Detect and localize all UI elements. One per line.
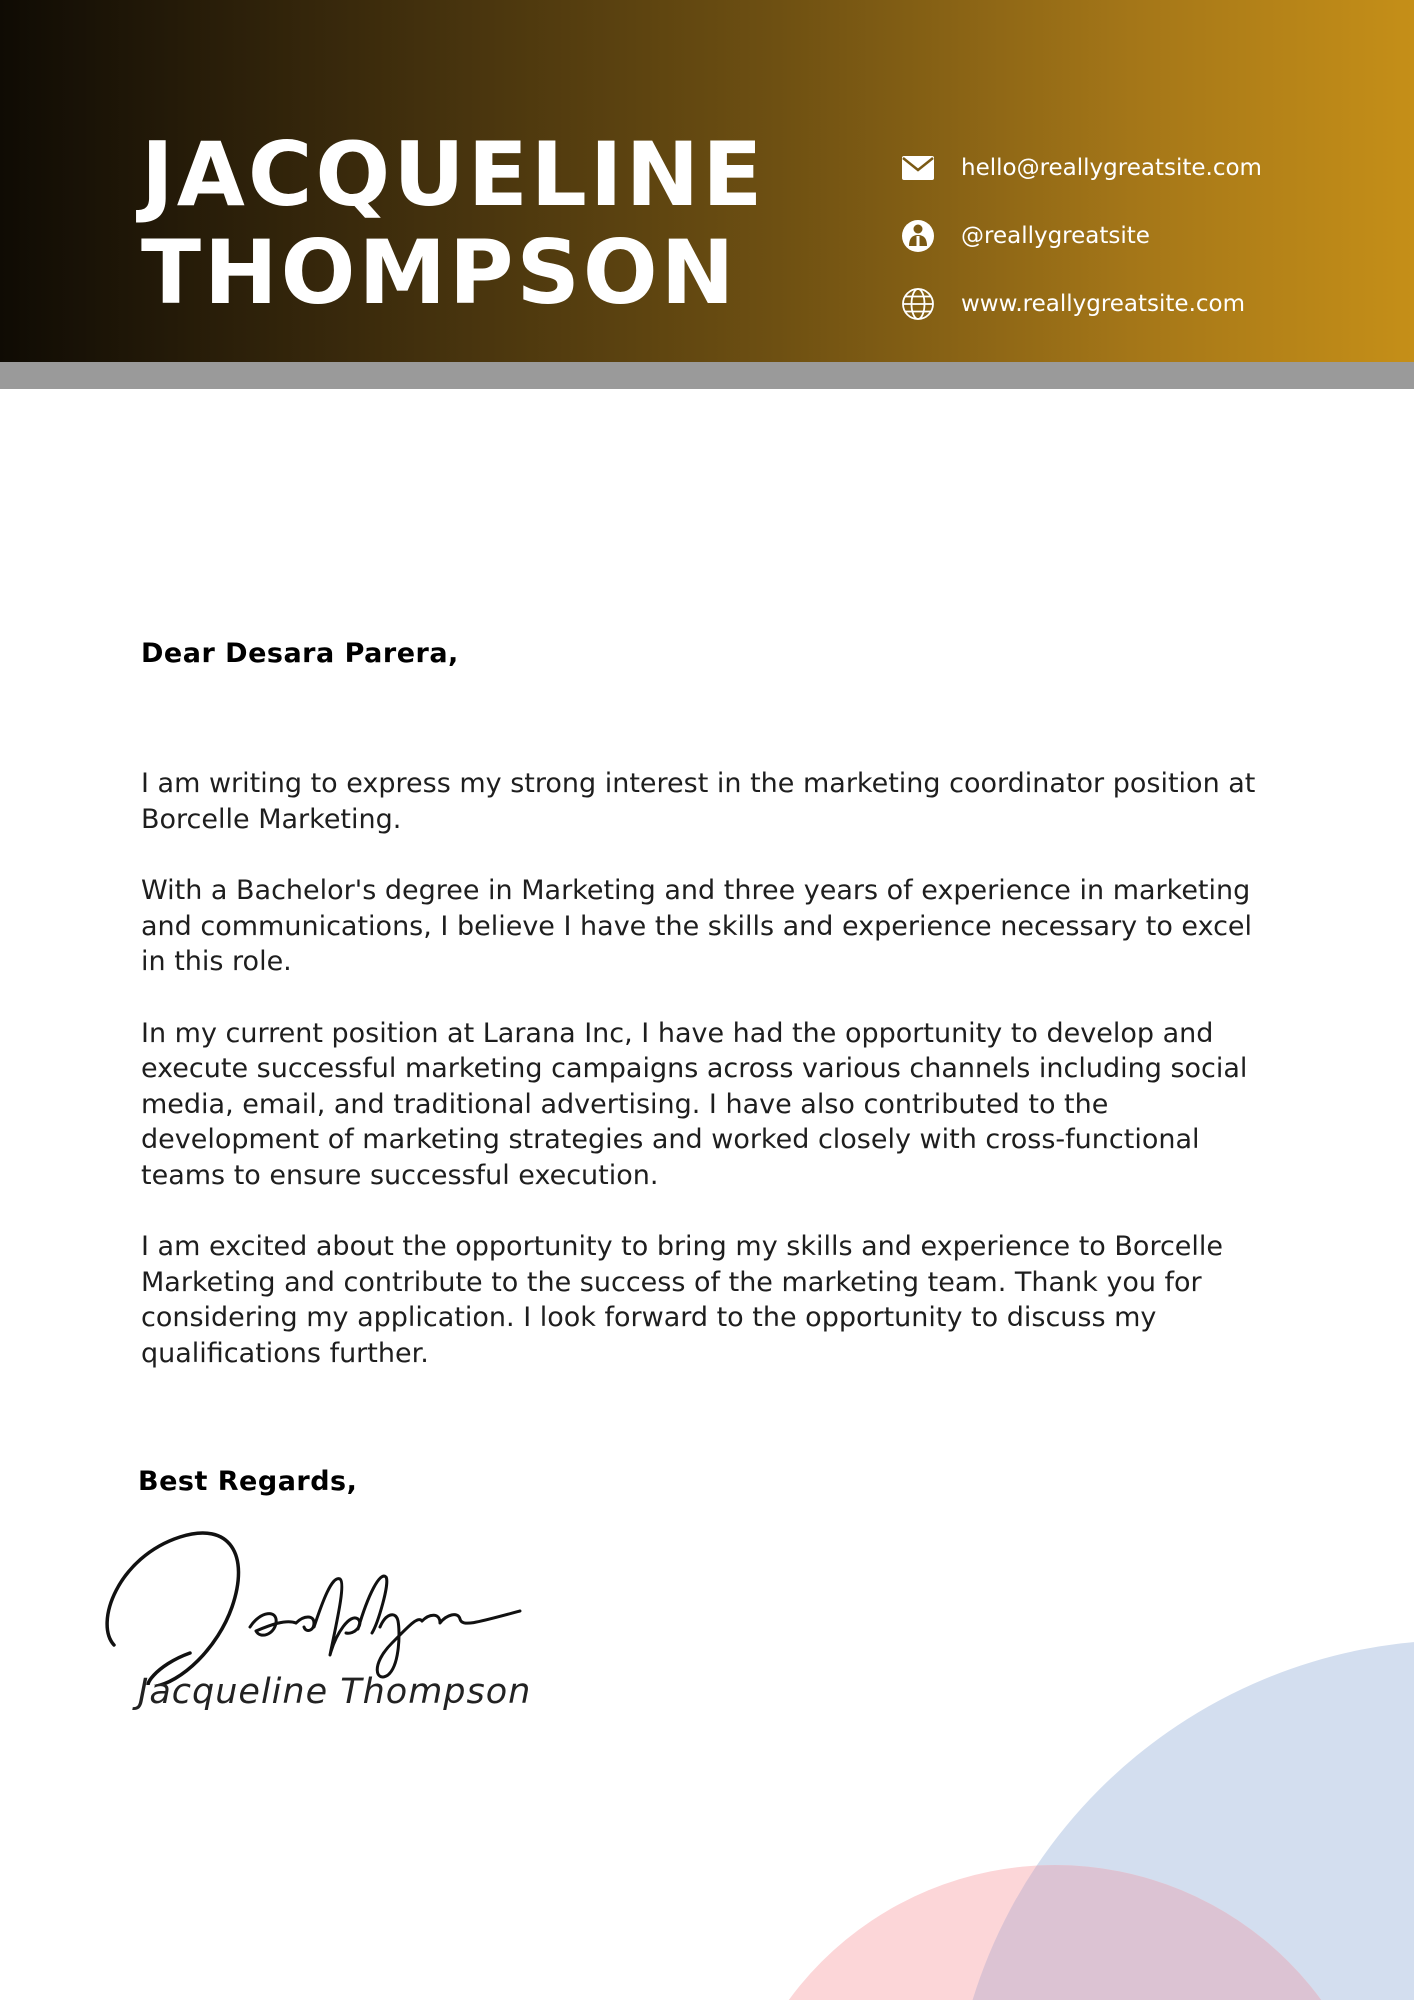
sender-first-name: JACQUELINE bbox=[141, 123, 766, 226]
letter-paragraph: I am writing to express my strong interest in the marketing coordinator position at Borcelle Marketing. bbox=[141, 768, 1256, 835]
letter-closing: Best Regards, bbox=[138, 1466, 358, 1497]
contact-list bbox=[900, 134, 1262, 338]
letter-paragraph: With a Bachelor's degree in Marketing and three years of experience in marketing and communications, I believe I have the skills and experience necessary to excel in this role. bbox=[141, 875, 1253, 977]
contact-website bbox=[900, 270, 1246, 338]
contact-email-text[interactable]: hello@reallygreatsite.com bbox=[961, 155, 1262, 181]
sender-name bbox=[141, 123, 766, 324]
letter-body bbox=[141, 766, 1281, 1407]
envelope-icon bbox=[900, 150, 936, 186]
contact-social-text[interactable]: @reallygreatsite bbox=[961, 223, 1150, 249]
contact-social bbox=[900, 202, 1150, 270]
contact-email bbox=[900, 134, 1262, 202]
decor-overlap bbox=[725, 1865, 1385, 2000]
letter-paragraph: I am excited about the opportunity to bring my skills and experience to Borcelle Marketing and contribute to the success of the marketing team. Thank you for considering my application. I look forward to the opportunity to discuss my qualifications further. bbox=[141, 1231, 1224, 1369]
handwritten-signature bbox=[100, 1515, 540, 1685]
decor-pink-circle bbox=[725, 1865, 1385, 2000]
globe-icon bbox=[900, 286, 936, 322]
user-icon bbox=[900, 218, 936, 254]
letter-paragraph: In my current position at Larana Inc, I have had the opportunity to develop and execute successful marketing campaigns across various channels including social media, email, and traditional advertising. I have also contributed to the development of marketing strategies and worked closely with cross-functional teams to ensure successful execution. bbox=[141, 1017, 1248, 1191]
contact-website-text[interactable]: www.reallygreatsite.com bbox=[961, 291, 1246, 317]
decor-blue-circle bbox=[950, 1640, 1414, 2000]
header-divider-bar bbox=[0, 362, 1414, 389]
letter-salutation: Dear Desara Parera, bbox=[141, 638, 459, 669]
printed-name: Jacqueline Thompson bbox=[138, 1672, 532, 1712]
sender-last-name: THOMPSON bbox=[141, 221, 738, 324]
